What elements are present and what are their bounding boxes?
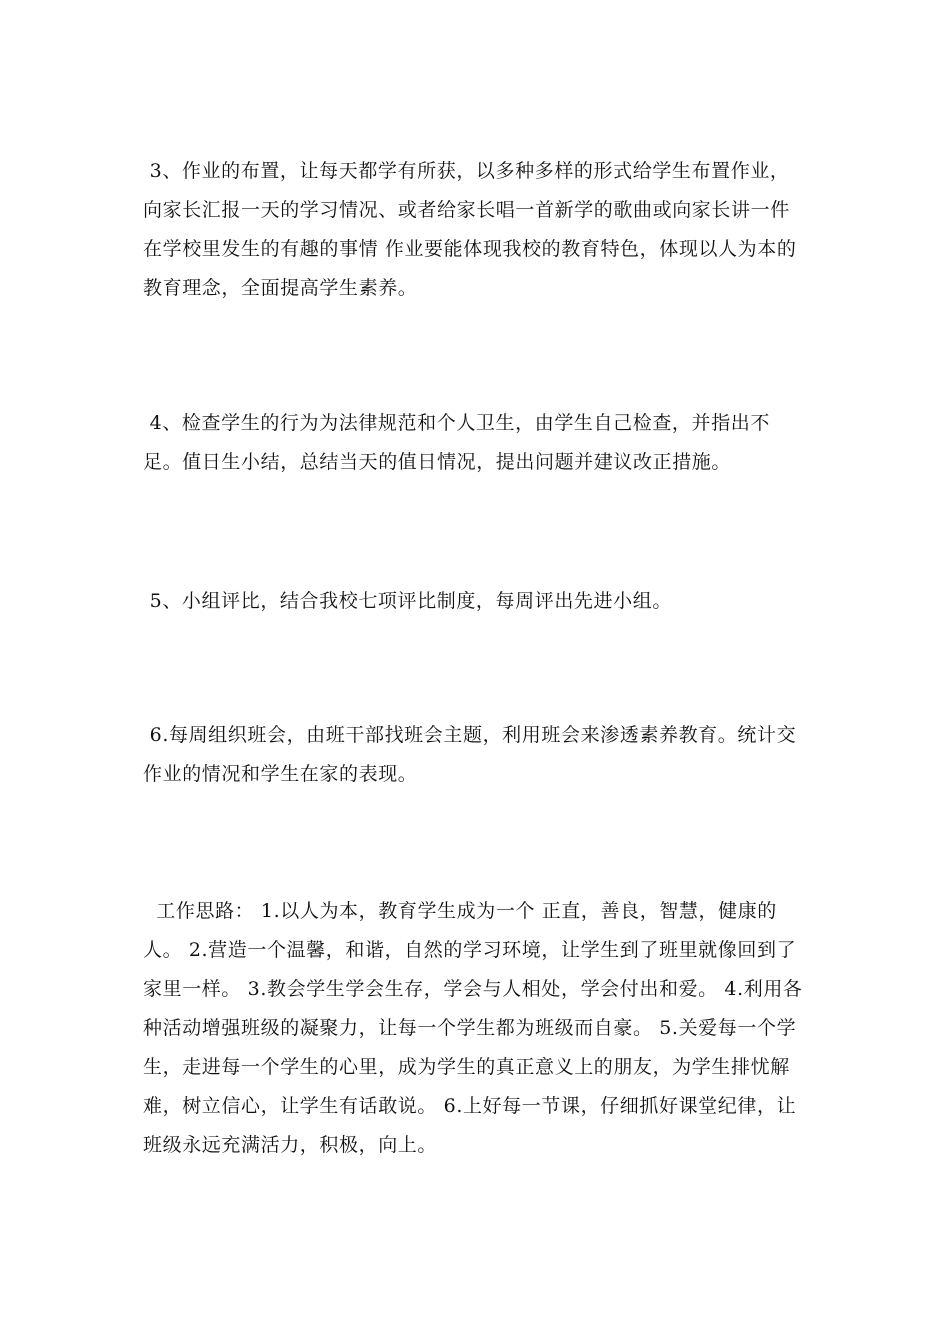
paragraph-behavior-check: 4、检查学生的行为为法律规范和个人卫生，由学生自己检查，并指出不足。值日生小结，总结当天的值日情况，提出问题并建议改正措施。 bbox=[143, 412, 770, 473]
paragraph-homework-assignment: 3、作业的布置，让每天都学有所获，以多种多样的形式给学生布置作业，向家长汇报一天的学习情况、或者给家长唱一首新学的歌曲或向家长讲一件在学校里发生的有趣的事情 作业要能体现我校的教育特色，体现以人为本的教育理念，全面提高学生素养。 bbox=[143, 160, 797, 299]
paragraph-group-evaluation: 5、小组评比，结合我校七项评比制度，每周评出先进小组。 bbox=[143, 590, 672, 612]
paragraph-work-approach: 工作思路： 1.以人为本，教育学生成为一个 正直，善良，智慧，健康的人。 2.营造一个温馨，和谐，自然的学习环境，让学生到了班里就像回到了家里一样。 3.教会学生学会生存，学会与人相处，学会付出和爱。 4.利用各种活动增强班级的凝聚力，让每一个学生都为班级而自豪。 5.关爱每一个学生，走进每一个学生的心里，成为学生的真正意义上的朋友，为学生排忧解难，树立信心，让学生有话敢说。 6.上好每一节课，仔细抓好课堂纪律，让班级永远充满活力，积极，向上。 bbox=[143, 900, 803, 1156]
paragraph-class-meeting: 6.每周组织班会，由班干部找班会主题，利用班会来渗透素养教育。统计交作业的情况和学生在家的表现。 bbox=[143, 724, 797, 785]
